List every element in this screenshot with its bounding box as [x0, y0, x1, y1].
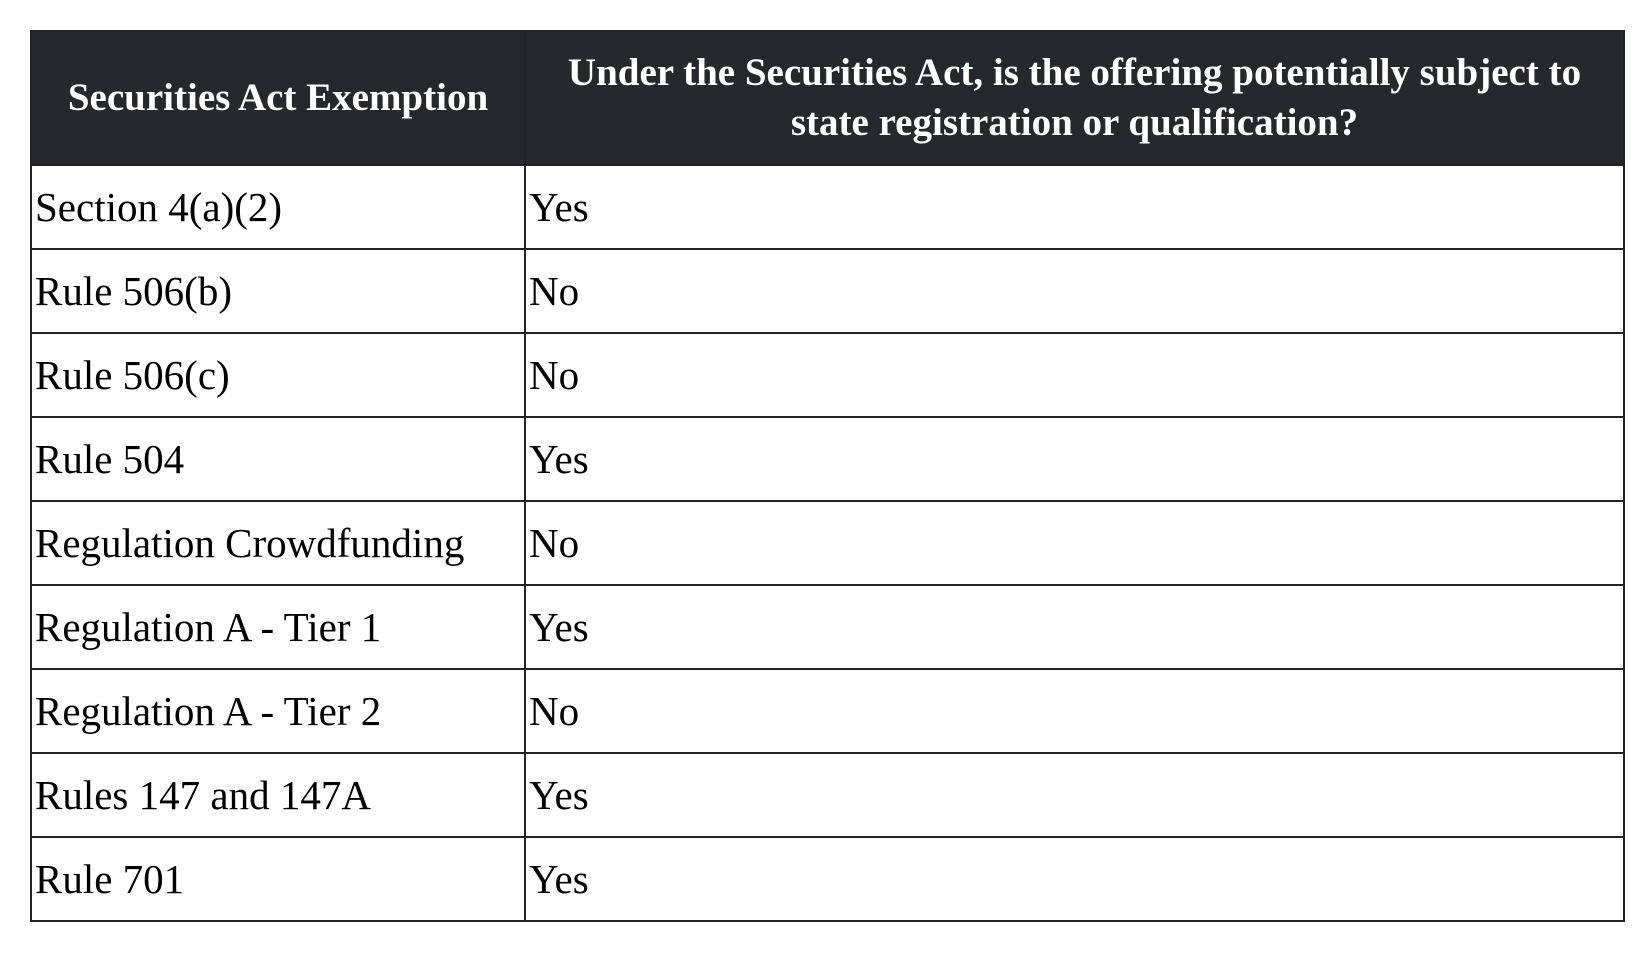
exemption-cell: Section 4(a)(2)	[31, 165, 525, 249]
header-exemption: Securities Act Exemption	[31, 31, 525, 165]
table-row	[31, 753, 1624, 837]
exemption-cell: Regulation Crowdfunding	[31, 501, 525, 585]
answer-cell: Yes	[525, 165, 1624, 249]
table-body	[31, 165, 1624, 921]
exemption-cell: Regulation A - Tier 2	[31, 669, 525, 753]
exemption-cell: Rule 701	[31, 837, 525, 921]
answer-cell: Yes	[525, 417, 1624, 501]
exemption-cell: Rule 506(c)	[31, 333, 525, 417]
answer-cell: No	[525, 333, 1624, 417]
table-row	[31, 837, 1624, 921]
table-header	[31, 31, 1624, 165]
exemption-table	[30, 30, 1625, 922]
answer-cell: Yes	[525, 837, 1624, 921]
table-row	[31, 585, 1624, 669]
answer-cell: No	[525, 249, 1624, 333]
exemption-cell: Rules 147 and 147A	[31, 753, 525, 837]
exemption-cell: Regulation A - Tier 1	[31, 585, 525, 669]
table-row	[31, 501, 1624, 585]
table-row	[31, 417, 1624, 501]
table-row	[31, 333, 1624, 417]
answer-cell: No	[525, 669, 1624, 753]
answer-cell: Yes	[525, 585, 1624, 669]
table-row	[31, 249, 1624, 333]
exemption-cell: Rule 506(b)	[31, 249, 525, 333]
table-row	[31, 669, 1624, 753]
answer-cell: Yes	[525, 753, 1624, 837]
answer-cell: No	[525, 501, 1624, 585]
header-row	[31, 31, 1624, 165]
table-row	[31, 165, 1624, 249]
exemption-cell: Rule 504	[31, 417, 525, 501]
header-state-registration: Under the Securities Act, is the offering potentially subject to state registration or qualification?	[525, 31, 1624, 165]
